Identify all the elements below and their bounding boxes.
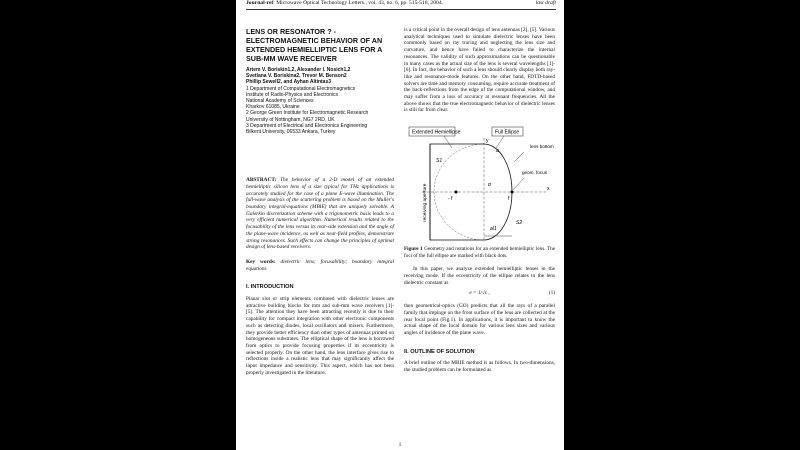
author-line: Artem V. Boriskin1,2, Alexander I. Nosich1,2 xyxy=(246,67,351,73)
lens-bottom-pointer xyxy=(514,152,524,162)
front-focus-label: f xyxy=(508,196,510,203)
affiliation-line: National Academy of Sciences xyxy=(246,98,314,105)
intro-continued-paragraph: is a critical point in the overall design of lens antennas [2], [5]. Various analytical techniques used to simulate dielectric lenses have been commonly based on ray tracing and neglecting the lens size and curvature, and hence have failed to characterize the internal resonances. The validity of such approximations can be questionable in many cases as the actual size of the lens is several wavelengths [1]-[6]. In fact, the behavior of such a lens should clearly display both ray-like and resonance-mode features. On the other hand, FDTD-based solvers are time and memory consuming, require accurate treatment of the back-reflections from the edge of the computational window, and may suffer from a loss of accuracy at resonant frequencies. All the above shows that the true electromagnetic behavior of dielectric lenses is still far from clear. xyxy=(404,27,555,114)
figure-caption-text: Geometry and notations for an extended hemielliptic lens. The foci of the full ellipse are marked with black dots. xyxy=(404,246,555,259)
surface-s2-label: S2 xyxy=(516,220,523,227)
author-line: Svetlana V. Boriskina2, Trevor M. Benson2 xyxy=(246,73,347,80)
affiliation-list xyxy=(246,86,394,136)
solution-paragraph: A brief outline of the MBIE method is as follows. In two-dimensions, the studied problem can be formulated as xyxy=(404,360,555,374)
journal-ref-label: Journal-ref xyxy=(246,0,274,6)
affiliation-line: 2 George Green Institute for Electromagnetic Research xyxy=(246,110,369,117)
keywords xyxy=(246,259,394,272)
affiliation-line: 1 Department of Computational Electromagnetics xyxy=(246,85,356,92)
running-header xyxy=(246,0,556,10)
geom-focus-label: geom. focus xyxy=(522,170,548,176)
lens-geometry-diagram xyxy=(404,126,555,244)
angle-alpha-label: α xyxy=(488,182,491,189)
keywords-text: dielectric lens; focusability; boundary integral equations xyxy=(246,258,394,272)
rear-focus-label: - f xyxy=(448,196,453,203)
semi-axis-label: a xyxy=(496,148,499,155)
intro-paragraph: Planar slot or strip elements combined with dielectric lenses are attractive building blocks for mm and sub-mm wave receivers [1]-[5]. The attention they have been attracting recently is due to their capability for compact integration with other electronic components such as detecting diodes, local oscillators and mixers. Furthermore, they provide better efficiency than other types of antennas printed on homogeneous substrates. The elliptical shape of the lens is borrowed from optics to provide focusing properties if its eccentricity is selected properly. On the other hand, the lens interface gives rise to reflections inside a realistic lens that may significantly affect the input impedance and sensitivity. This aspect, which has not been properly investigated in the literature, xyxy=(246,296,394,376)
author-list xyxy=(246,67,394,86)
journal-citation: : Microwave Optical Technology Letters., vol. 43, no. 6, pp. 515-518, 2004. xyxy=(273,0,444,6)
figure-caption-label: Figure 1 xyxy=(404,246,423,253)
draft-label: last draft xyxy=(535,0,556,6)
right-column xyxy=(404,27,555,374)
surface-s1-label: S1 xyxy=(436,158,443,165)
affiliation-line: Bilkent University, 06533 Ankara, Turkey xyxy=(246,129,336,136)
page-number: 1 xyxy=(398,442,402,448)
full-pointer xyxy=(496,136,504,148)
equation-text: e = 1/√ε , xyxy=(469,290,490,297)
author-line: Phillip Sewell2, and Ayhan Altintas3 xyxy=(246,79,332,86)
equation-number: (1) xyxy=(548,290,555,297)
equation-1 xyxy=(404,290,555,299)
section-heading-solution: II. OUTLINE OF SOLUTION xyxy=(404,348,475,355)
go-paragraph: then geometrical-optics (GO) predicts that all the rays of a parallel family that impinge on the front surface of the lens are collected at the rear focal point (Fig.1). In applications, it is important to know the actual shape of the focal domain for various lens sizes and various angles of incidence of the plane wave. xyxy=(404,303,555,337)
analysis-paragraph: In this paper, we analyze extended hemielliptic lenses in the receiving mode. If the eccentricity of the ellipse relates to the lens dielectric constant as xyxy=(404,266,555,286)
geom-focus-pointer xyxy=(513,178,524,190)
rear-focus-dot xyxy=(455,191,458,194)
paper-title: LENS OR RESONATOR ? - ELECTROMAGNETIC BEHAVIOR OF AN EXTENDED HEMIELLIPTIC LENS FOR A SUB-MM WAVE RECEIVER xyxy=(246,27,383,63)
figure-caption xyxy=(404,246,555,259)
lens-bottom-label: lens bottom xyxy=(530,144,554,150)
affiliation-line: University of Nottingham, NG7 2RD, UK xyxy=(246,116,335,123)
abstract-label: ABSTRACT: xyxy=(246,177,277,184)
left-column xyxy=(246,27,394,377)
keywords-label: Key words: xyxy=(246,258,276,265)
affiliation-line: 3 Department of Electrical and Electronics Engineering xyxy=(246,122,368,129)
extended-pointer xyxy=(444,136,452,148)
y-axis-label: y xyxy=(486,138,489,145)
aperture-label: receiving aperture xyxy=(423,183,428,223)
abstract xyxy=(246,177,394,251)
extension-al1-label: al1 xyxy=(490,226,497,233)
front-focus-dot xyxy=(511,191,514,194)
paper-page xyxy=(236,0,564,450)
abstract-text: The behavior of a 2-D model of an extended hemielliptic silicon lens of a size typical for THz applications is accurately studied for the case of a plane E-wave illumination. The full-wave analysis of the scattering problem is based on the Muller's boundary integral-equations (MBIE) that are uniquely solvable. A Galerkin discretization scheme with a trigonometric basis leads to a very efficient numerical algorithm. Numerical results related to the focusability of the lens versus its rear-side extension and the angle of the plane-wave incidence, as well as near-field profiles, demonstrate strong resonances. Such effects can change the principles of optimal design of lens-based receivers. xyxy=(246,177,394,251)
full-ellipse-label: Full Ellipse xyxy=(495,129,520,136)
affiliation-line: Kharkov 61085, Ukraine xyxy=(246,104,300,111)
section-heading-intro: I. INTRODUCTION xyxy=(246,284,294,291)
figure-1 xyxy=(404,126,555,244)
extended-hemiellipse-label: Extended Hemiellipse xyxy=(412,129,461,136)
affiliation-line: Institute of Radio-Physics and Electronics xyxy=(246,91,338,98)
x-axis-label: x xyxy=(547,186,550,193)
